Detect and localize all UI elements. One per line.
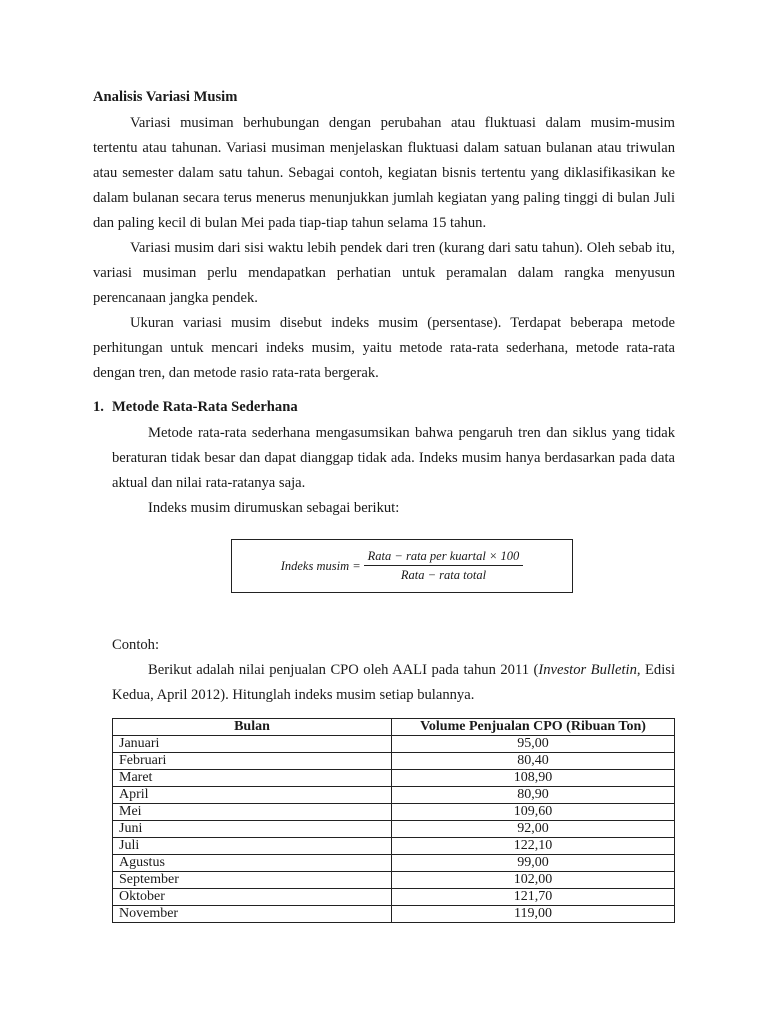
example-paragraph <box>112 658 675 708</box>
section-number: 1. <box>93 399 104 415</box>
table-header-volume: Volume Penjualan CPO (Ribuan Ton) <box>392 719 675 736</box>
table-row <box>113 770 675 787</box>
table-row <box>113 855 675 872</box>
formula-denominator: Rata − rata total <box>400 568 487 582</box>
example-label: Contoh: <box>112 637 160 653</box>
section-paragraph-2: Indeks musim dirumuskan sebagai berikut: <box>148 500 400 516</box>
intro-paragraph-3: Ukuran variasi musim disebut indeks musim (persentase). Terdapat beberapa metode perhitungan untuk mencari indeks musim, yaitu metode rata-rata sederhana, metode rata-rata dengan tren, dan metode rasio rata-rata bergerak. <box>93 315 675 381</box>
volume-cell: 95,00 <box>392 736 675 753</box>
month-cell: Oktober <box>113 889 392 906</box>
volume-cell: 119,00 <box>392 906 675 923</box>
volume-cell: 122,10 <box>392 838 675 855</box>
month-cell: November <box>113 906 392 923</box>
month-cell: Mei <box>113 804 392 821</box>
section-paragraph-1: Metode rata-rata sederhana mengasumsikan bahwa pengaruh tren dan siklus yang tidak beraturan tidak besar dan dapat dianggap tidak ada. Indeks musim hanya berdasarkan pada data aktual dan nilai rata-ratanya saja. <box>112 425 675 491</box>
volume-cell: 121,70 <box>392 889 675 906</box>
intro-paragraph-2: Variasi musim dari sisi waktu lebih pendek dari tren (kurang dari satu tahun). Oleh sebab itu, variasi musiman perlu mendapatkan perhatian untuk peramalan dalam rangka menyusun perencanaan jangka pendek. <box>93 240 675 306</box>
month-cell: Juni <box>113 821 392 838</box>
example-text-after: , Edisi Kedua, April 2012). Hitunglah indeks musim setiap bulannya. <box>112 662 676 703</box>
month-cell: Juli <box>113 838 392 855</box>
volume-cell: 80,90 <box>392 787 675 804</box>
table-row <box>113 821 675 838</box>
volume-cell: 99,00 <box>392 855 675 872</box>
table-row <box>113 872 675 889</box>
formula-box <box>231 539 573 593</box>
document-title: Analisis Variasi Musim <box>93 89 238 105</box>
volume-cell: 102,00 <box>392 872 675 889</box>
month-cell: Februari <box>113 753 392 770</box>
example-text-before: Berikut adalah nilai penjualan CPO oleh AALI pada tahun 2011 ( <box>148 662 539 678</box>
month-cell: Maret <box>113 770 392 787</box>
sales-table <box>112 718 675 923</box>
example-source-italic: Investor Bulletin <box>538 662 637 678</box>
table-row <box>113 906 675 923</box>
formula-lhs: Indeks musim = <box>280 558 361 573</box>
month-cell: Januari <box>113 736 392 753</box>
volume-cell: 109,60 <box>392 804 675 821</box>
month-cell: April <box>113 787 392 804</box>
volume-cell: 108,90 <box>392 770 675 787</box>
section-body <box>112 421 675 923</box>
table-row <box>113 889 675 906</box>
section-heading <box>93 397 675 417</box>
table-row <box>113 736 675 753</box>
formula-numerator: Rata − rata per kuartal × 100 <box>364 549 524 566</box>
intro-paragraph-1: Variasi musiman berhubungan dengan perubahan atau fluktuasi dalam musim-musim tertentu atau tahunan. Variasi musiman menjelaskan fluktuasi dalam satuan bulanan atau triwulan atau semester dalam satu tahun. Sebagai contoh, kegiatan bisnis tertentu yang diklasifikasikan ke dalam bulanan secara terus menerus menunjukkan jumlah kegiatan yang paling tinggi di bulan Juli dan paling kecil di bulan Mei pada tiap-tiap tahun selama 15 tahun. <box>93 115 675 231</box>
volume-cell: 92,00 <box>392 821 675 838</box>
table-row <box>113 787 675 804</box>
document-page <box>93 86 675 923</box>
table-header-bulan: Bulan <box>113 719 392 736</box>
month-cell: Agustus <box>113 855 392 872</box>
table-row <box>113 753 675 770</box>
table-row <box>113 804 675 821</box>
table-row <box>113 838 675 855</box>
section-title: Metode Rata-Rata Sederhana <box>112 399 298 415</box>
volume-cell: 80,40 <box>392 753 675 770</box>
month-cell: September <box>113 872 392 889</box>
formula-fraction <box>364 549 524 583</box>
table-header-row <box>113 719 675 736</box>
